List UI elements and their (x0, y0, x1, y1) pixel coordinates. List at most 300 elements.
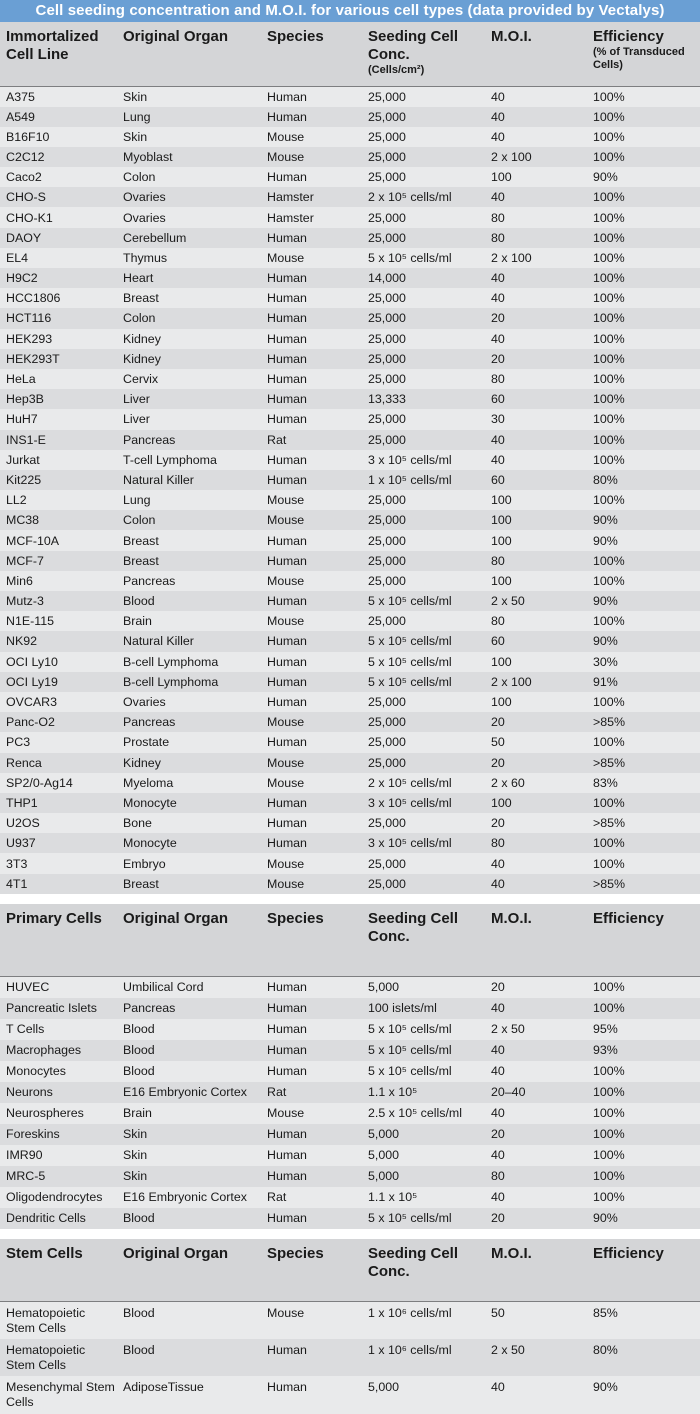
cell-moi: 20–40 (491, 1085, 526, 1100)
cell-species: Hamster (267, 190, 314, 205)
table-row (0, 207, 700, 227)
cell-cell-name: HUVEC (0, 977, 117, 999)
cell-cell-name: Min6 (6, 573, 33, 588)
cell-species: Human (261, 86, 362, 107)
table-row (0, 530, 700, 550)
header-original-organ: Original Organ (123, 1245, 229, 1263)
table-row (0, 268, 700, 288)
header-efficiency-sub: (% of Transduced Cells) (593, 46, 685, 71)
header-efficiency: Efficiency (593, 1245, 664, 1263)
cell-efficiency: 30% (593, 654, 618, 669)
cell-seeding-conc: 5 x 10⁵ cells/ml (368, 1064, 452, 1079)
cell-original-organ: Skin (123, 129, 148, 144)
header-seeding-conc (362, 22, 485, 86)
cell-cell-name: Dendritic Cells (6, 1211, 86, 1226)
cell-moi: 100 (491, 493, 512, 508)
cell-original-organ: Lung (123, 109, 151, 124)
cell-seeding-conc: 25,000 (362, 86, 485, 107)
cell-moi: 40 (491, 291, 505, 306)
cell-seeding-conc: 5,000 (368, 1169, 400, 1184)
cell-original-organ: Skin (123, 1169, 148, 1184)
header-moi: M.O.I. (491, 28, 532, 45)
cell-seeding-conc: 3 x 10⁵ cells/ml (368, 452, 452, 467)
cell-efficiency: >85% (593, 755, 626, 770)
cell-cell-name: Hep3B (6, 392, 44, 407)
cell-moi: 40 (491, 109, 505, 124)
cell-original-organ: Myeloma (123, 775, 174, 790)
cell-cell-name: T Cells (6, 1022, 45, 1037)
cell-species: Human (267, 1001, 307, 1016)
cell-seeding-conc: 25,000 (368, 856, 406, 871)
cell-efficiency: 100% (593, 856, 625, 871)
table-row (0, 1339, 700, 1377)
table-row (0, 1376, 700, 1414)
cell-species: Human (267, 795, 307, 810)
cell-moi: 80 (491, 210, 505, 225)
cell-moi: 40 (491, 1001, 505, 1016)
cell-moi: 20 (491, 1127, 505, 1142)
table-row (0, 692, 700, 712)
cell-original-organ: B-cell Lymphoma (123, 654, 219, 669)
cell-cell-name: Hematopoietic Stem Cells (0, 1301, 117, 1339)
cell-efficiency: 100% (593, 493, 625, 508)
cell-cell-name: Macrophages (6, 1043, 82, 1058)
cell-cell-name: H9C2 (6, 271, 38, 286)
cell-efficiency: 100% (593, 129, 625, 144)
cell-moi: 30 (491, 412, 505, 427)
cell-cell-name: Foreskins (6, 1127, 60, 1142)
cell-original-organ: Pancreas (123, 1001, 176, 1016)
cell-original-organ: Skin (123, 1148, 148, 1163)
cell-efficiency: 100% (587, 977, 700, 999)
cell-cell-name: Hematopoietic Stem Cells (6, 1342, 86, 1372)
cell-original-organ: Thymus (123, 250, 168, 265)
cell-efficiency: 83% (593, 775, 618, 790)
table-row (0, 147, 700, 167)
table-row (0, 1019, 700, 1040)
cell-moi: 2 x 50 (491, 1342, 525, 1357)
cell-moi: 40 (491, 1106, 505, 1121)
cell-efficiency: 91% (593, 674, 618, 689)
cell-species: Human (267, 553, 307, 568)
cell-moi: 2 x 60 (491, 775, 525, 790)
cell-species: Human (267, 412, 307, 427)
cell-seeding-conc: 25,000 (368, 493, 406, 508)
table-row (0, 1061, 700, 1082)
cell-seeding-conc: 2.5 x 10⁵ cells/ml (368, 1106, 462, 1121)
cell-species: Human (267, 452, 307, 467)
cell-cell-name: PC3 (6, 735, 31, 750)
table-row (0, 551, 700, 571)
cell-moi: 20 (491, 1211, 505, 1226)
cell-moi: 20 (491, 311, 505, 326)
cell-species: Human (267, 311, 307, 326)
header-primary-cells: Primary Cells (6, 909, 102, 927)
cell-efficiency: 100% (593, 452, 625, 467)
table-row (0, 793, 700, 813)
table-row (0, 187, 700, 207)
cell-seeding-conc: 25,000 (368, 816, 406, 831)
cell-seeding-conc: 25,000 (368, 311, 406, 326)
table-row (0, 470, 700, 490)
cell-seeding-conc: 2 x 10⁵ cells/ml (368, 775, 452, 790)
cell-cell-name: C2C12 (6, 149, 45, 164)
cell-species: Human (267, 271, 307, 286)
cell-efficiency: 100% (593, 836, 625, 851)
cell-moi: 80 (491, 1169, 505, 1184)
cell-original-organ: Ovaries (123, 210, 166, 225)
cell-efficiency: 90% (593, 1211, 618, 1226)
cell-efficiency: 100% (593, 614, 625, 629)
cell-species: Human (267, 1342, 307, 1357)
header-species: Species (267, 1245, 324, 1263)
cell-seeding-conc: 5,000 (362, 977, 485, 999)
header-seeding-unit: (Cells/cm²) (368, 64, 425, 76)
cell-seeding-conc: 1.1 x 10⁵ (368, 1085, 418, 1100)
cell-efficiency: 100% (593, 291, 625, 306)
cell-species: Human (267, 695, 307, 710)
table-row (0, 672, 700, 692)
cell-original-organ: Colon (123, 170, 156, 185)
cell-moi: 2 x 100 (491, 149, 532, 164)
cell-moi: 100 (491, 795, 512, 810)
table-row (0, 107, 700, 127)
cell-original-organ: Pancreas (123, 432, 176, 447)
cell-moi: 2 x 50 (491, 1022, 525, 1037)
table-row (0, 1103, 700, 1124)
cell-moi: 40 (491, 432, 505, 447)
cell-efficiency: 93% (593, 1043, 618, 1058)
cell-cell-name: A549 (6, 109, 35, 124)
table-row (0, 1208, 700, 1229)
cell-efficiency: 100% (593, 250, 625, 265)
table-row (0, 308, 700, 328)
cell-cell-name: MCF-7 (6, 553, 44, 568)
cell-efficiency: 100% (593, 1127, 625, 1142)
cell-cell-name: Oligodendrocytes (6, 1190, 103, 1205)
table-row (0, 127, 700, 147)
cell-seeding-conc: 25,000 (368, 412, 406, 427)
cell-original-organ: Natural Killer (123, 472, 194, 487)
table-row (0, 753, 700, 773)
cell-moi: 40 (491, 331, 505, 346)
cell-species: Mouse (267, 573, 305, 588)
cell-cell-name: Kit225 (6, 472, 42, 487)
cell-seeding-conc: 25,000 (368, 109, 406, 124)
cell-seeding-conc: 25,000 (368, 372, 406, 387)
cell-cell-name: MCF-10A (6, 533, 60, 548)
cell-seeding-conc: 25,000 (368, 432, 406, 447)
table-row (0, 853, 700, 873)
cell-moi: 40 (485, 86, 587, 107)
cell-seeding-conc: 25,000 (368, 573, 406, 588)
table-row (0, 712, 700, 732)
table-row (0, 813, 700, 833)
header-efficiency: Efficiency (593, 909, 664, 927)
cell-cell-name: Renca (6, 755, 42, 770)
header-seeding-label: Seeding Cell Conc. (368, 28, 459, 63)
cell-seeding-conc: 25,000 (368, 210, 406, 225)
cell-moi: 100 (491, 573, 512, 588)
cell-efficiency: 100% (593, 351, 625, 366)
cell-moi: 60 (491, 392, 505, 407)
header-cell-line: Immortalized Cell Line (6, 28, 99, 63)
table-row (0, 288, 700, 308)
cell-efficiency: 90% (593, 1380, 618, 1395)
cell-efficiency: 100% (593, 1148, 625, 1163)
cell-species: Mouse (267, 129, 305, 144)
cell-moi: 80 (491, 553, 505, 568)
header-seeding-conc: Seeding Cell Conc. (368, 909, 459, 945)
table-row (0, 86, 700, 107)
cell-efficiency: 100% (593, 1064, 625, 1079)
cell-cell-name: DAOY (6, 230, 42, 245)
cell-original-organ: B-cell Lymphoma (123, 674, 219, 689)
cell-efficiency: 80% (593, 472, 618, 487)
cell-species: Human (267, 230, 307, 245)
cell-seeding-conc: 1.1 x 10⁵ (368, 1190, 418, 1205)
table-row (0, 1145, 700, 1166)
table-row (0, 248, 700, 268)
cell-original-organ: Pancreas (123, 573, 176, 588)
cell-species: Mouse (267, 1106, 305, 1121)
cell-efficiency: 90% (593, 513, 618, 528)
cell-moi: 2 x 100 (491, 250, 532, 265)
cell-efficiency: 100% (593, 573, 625, 588)
cell-seeding-conc: 25,000 (368, 553, 406, 568)
cell-species: Mouse (267, 775, 305, 790)
cell-efficiency: 100% (593, 1001, 625, 1016)
cell-seeding-conc: 3 x 10⁵ cells/ml (368, 795, 452, 810)
table-row (0, 1082, 700, 1103)
cell-cell-name: Caco2 (6, 170, 42, 185)
table-row (0, 510, 700, 530)
cell-cell-name: HeLa (6, 372, 36, 387)
table-row (0, 1124, 700, 1145)
cell-seeding-table (0, 22, 700, 1414)
cell-species: Human (267, 170, 307, 185)
cell-efficiency: 100% (593, 795, 625, 810)
table-row (0, 389, 700, 409)
cell-cell-name: Panc-O2 (6, 715, 55, 730)
cell-original-organ: Breast (123, 553, 159, 568)
cell-cell-name: CHO-K1 (6, 210, 53, 225)
cell-efficiency: >85% (593, 876, 626, 891)
cell-original-organ: Embryo (123, 856, 166, 871)
cell-original-organ: Heart (123, 271, 154, 286)
cell-original-organ: Skin (117, 86, 261, 107)
cell-species: Human (267, 1169, 307, 1184)
cell-moi: 20 (485, 977, 587, 999)
table-row (0, 349, 700, 369)
cell-moi: 40 (491, 1380, 505, 1395)
cell-moi: 40 (491, 452, 505, 467)
cell-efficiency: 90% (593, 594, 618, 609)
cell-cell-name: HCC1806 (6, 291, 61, 306)
cell-efficiency: 90% (593, 533, 618, 548)
cell-original-organ: T-cell Lymphoma (123, 452, 217, 467)
cell-seeding-conc: 25,000 (368, 291, 406, 306)
cell-efficiency: 100% (593, 210, 625, 225)
cell-species: Mouse (267, 715, 305, 730)
cell-cell-name: U937 (6, 836, 36, 851)
cell-original-organ: Liver (123, 392, 150, 407)
cell-cell-name: Neurospheres (6, 1106, 84, 1121)
cell-cell-name: Jurkat (6, 452, 40, 467)
cell-cell-name: OVCAR3 (6, 695, 57, 710)
cell-original-organ: Brain (123, 614, 152, 629)
cell-efficiency: 100% (593, 1085, 625, 1100)
cell-seeding-conc: 5 x 10⁵ cells/ml (368, 1211, 452, 1226)
cell-species: Human (267, 1022, 307, 1037)
cell-cell-name: NK92 (6, 634, 37, 649)
cell-original-organ: Lung (123, 493, 151, 508)
cell-moi: 80 (491, 230, 505, 245)
table-row (0, 167, 700, 187)
table-row (0, 329, 700, 349)
cell-original-organ: E16 Embryonic Cortex (123, 1190, 247, 1205)
table-title: Cell seeding concentration and M.O.I. for various cell types (data provided by Vectalys) (0, 0, 700, 22)
cell-seeding-conc: 25,000 (368, 149, 406, 164)
table-row (0, 611, 700, 631)
cell-seeding-conc: 3 x 10⁵ cells/ml (368, 836, 452, 851)
cell-moi: 80 (491, 614, 505, 629)
cell-seeding-conc: 5 x 10⁵ cells/ml (368, 1022, 452, 1037)
cell-cell-name: Pancreatic Islets (6, 1001, 97, 1016)
cell-original-organ: Cerebellum (123, 230, 187, 245)
cell-original-organ: E16 Embryonic Cortex (123, 1085, 247, 1100)
table-row (0, 490, 700, 510)
cell-species: Human (267, 351, 307, 366)
cell-original-organ: AdiposeTissue (123, 1380, 204, 1395)
cell-original-organ: Bone (123, 816, 152, 831)
cell-efficiency: 100% (593, 372, 625, 387)
cell-species: Human (267, 331, 307, 346)
table-row (0, 977, 700, 999)
table-row (0, 430, 700, 450)
section-gap (0, 894, 700, 904)
table-row (0, 591, 700, 611)
cell-efficiency: 100% (593, 149, 625, 164)
table-row (0, 732, 700, 752)
cell-original-organ: Blood (123, 594, 155, 609)
cell-seeding-conc: 5 x 10⁵ cells/ml (368, 634, 452, 649)
stem-rows (0, 1301, 700, 1414)
cell-species: Mouse (267, 513, 305, 528)
cell-seeding-conc: 25,000 (368, 129, 406, 144)
cell-moi: 40 (491, 856, 505, 871)
cell-species: Human (267, 533, 307, 548)
cell-moi: 50 (485, 1301, 587, 1339)
cell-species: Human (267, 1211, 307, 1226)
cell-cell-name: Neurons (6, 1085, 53, 1100)
cell-species: Mouse (267, 856, 305, 871)
cell-species: Human (267, 836, 307, 851)
cell-cell-name: EL4 (6, 250, 29, 265)
cell-moi: 80 (491, 372, 505, 387)
table-row (0, 1166, 700, 1187)
cell-species: Human (267, 1127, 307, 1142)
cell-original-organ: Myoblast (123, 149, 173, 164)
cell-seeding-conc: 5 x 10⁵ cells/ml (368, 250, 452, 265)
cell-efficiency: 100% (593, 695, 625, 710)
cell-moi: 40 (491, 271, 505, 286)
cell-efficiency: 100% (593, 392, 625, 407)
cell-moi: 2 x 100 (491, 674, 532, 689)
cell-species: Human (267, 1380, 307, 1395)
cell-seeding-conc: 5,000 (368, 1127, 400, 1142)
cell-species: Mouse (267, 493, 305, 508)
immortalized-rows (0, 86, 700, 894)
header-original-organ: Original Organ (123, 909, 229, 927)
header-stem-cells: Stem Cells (6, 1245, 83, 1263)
cell-seeding-conc: 25,000 (368, 876, 406, 891)
cell-seeding-conc: 100 islets/ml (368, 1001, 437, 1016)
cell-original-organ: Blood (123, 1342, 155, 1357)
cell-seeding-conc: 25,000 (368, 614, 406, 629)
cell-species: Mouse (267, 614, 305, 629)
cell-species: Human (267, 674, 307, 689)
cell-seeding-conc: 14,000 (368, 271, 406, 286)
cell-original-organ: Breast (123, 533, 159, 548)
cell-efficiency: 100% (593, 432, 625, 447)
cell-moi: 40 (491, 129, 505, 144)
cell-original-organ: Ovaries (123, 190, 166, 205)
header-efficiency (587, 22, 700, 86)
cell-species: Human (267, 634, 307, 649)
cell-cell-name: HCT116 (6, 311, 52, 326)
cell-seeding-conc: 1 x 10⁶ cells/ml (368, 1342, 452, 1357)
cell-species: Human (267, 735, 307, 750)
cell-moi: 40 (491, 876, 505, 891)
cell-seeding-conc: 25,000 (368, 735, 406, 750)
table-row (0, 998, 700, 1019)
cell-cell-name: OCI Ly19 (6, 674, 58, 689)
cell-cell-name: B16F10 (6, 129, 50, 144)
cell-seeding-conc: 5,000 (368, 1380, 400, 1395)
cell-efficiency: 85% (587, 1301, 700, 1339)
cell-cell-name: 4T1 (6, 876, 28, 891)
cell-moi: 2 x 50 (491, 594, 525, 609)
table-row (0, 833, 700, 853)
cell-species: Human (267, 109, 307, 124)
table-row (0, 369, 700, 389)
cell-species: Human (267, 472, 307, 487)
cell-seeding-conc: 13,333 (368, 392, 406, 407)
cell-species: Rat (267, 432, 287, 447)
cell-original-organ: Kidney (123, 351, 161, 366)
cell-moi: 40 (491, 1148, 505, 1163)
cell-species: Rat (267, 1190, 287, 1205)
table-row (0, 409, 700, 429)
cell-species: Human (267, 392, 307, 407)
cell-efficiency: 100% (593, 230, 625, 245)
cell-species: Human (267, 1148, 307, 1163)
cell-species: Mouse (267, 250, 305, 265)
cell-efficiency: 100% (593, 331, 625, 346)
cell-original-organ: Colon (123, 513, 156, 528)
cell-seeding-conc: 25,000 (368, 715, 406, 730)
cell-efficiency: 100% (593, 1190, 625, 1205)
cell-seeding-conc: 1 x 10⁵ cells/ml (368, 472, 452, 487)
cell-seeding-conc: 25,000 (368, 533, 406, 548)
cell-original-organ: Umbilical Cord (117, 977, 261, 999)
cell-moi: 40 (491, 1190, 505, 1205)
cell-original-organ: Colon (123, 311, 156, 326)
cell-seeding-conc: 5 x 10⁵ cells/ml (368, 674, 452, 689)
cell-original-organ: Natural Killer (123, 634, 194, 649)
header-species: Species (267, 909, 324, 927)
